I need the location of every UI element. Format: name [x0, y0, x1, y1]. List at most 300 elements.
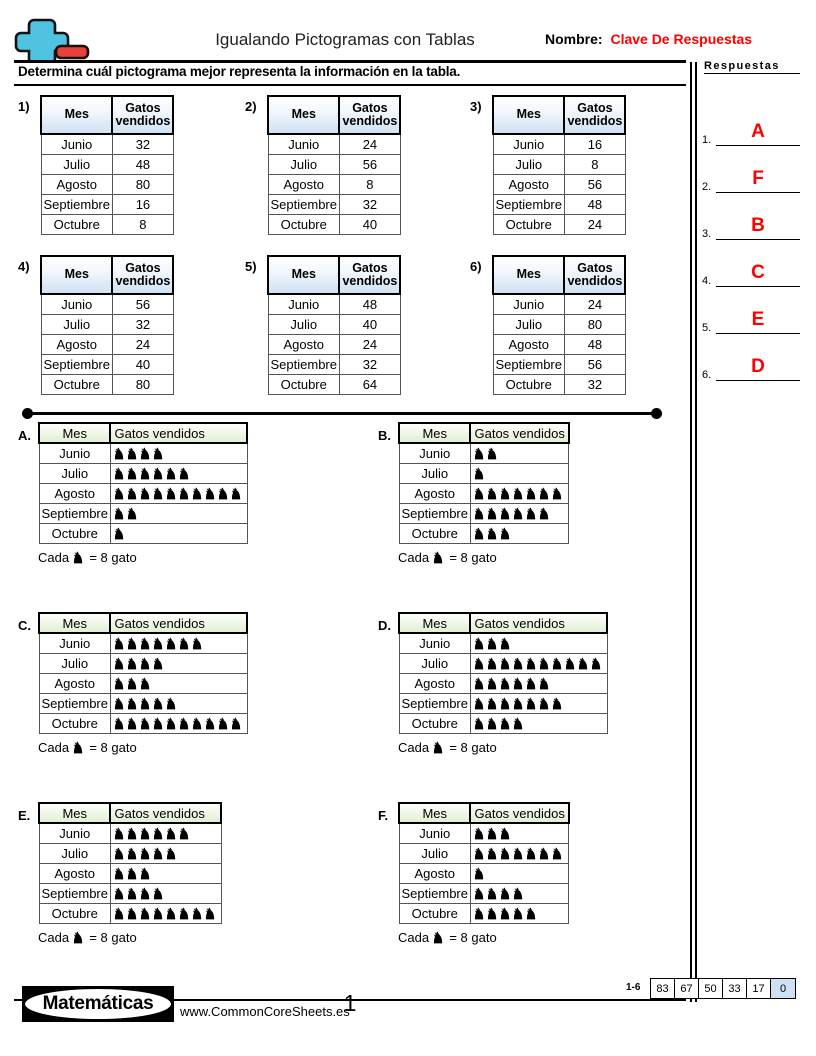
- cell-month: Agosto: [39, 673, 110, 693]
- cat-icon: [114, 447, 125, 460]
- cell-month: Junio: [268, 134, 339, 154]
- score-cell: 33: [723, 979, 747, 998]
- table-row: [493, 374, 625, 394]
- cell-icons: [470, 503, 568, 523]
- column-header-value: Gatos vendidos: [339, 96, 400, 134]
- data-table: [267, 255, 401, 395]
- cat-icon: [526, 907, 537, 920]
- score-cell: 17: [747, 979, 771, 998]
- column-header-month: Mes: [399, 423, 470, 443]
- column-header-month: Mes: [39, 803, 110, 823]
- cat-icon: [500, 847, 511, 860]
- table-row: [268, 174, 400, 194]
- cell-icons: [110, 633, 247, 653]
- cat-icon: [140, 827, 151, 840]
- cell-month: Septiembre: [39, 883, 110, 903]
- key-prefix: Cada: [38, 550, 70, 565]
- cat-icon: [114, 467, 125, 480]
- cat-icon: [153, 717, 164, 730]
- cell-value: 56: [112, 294, 173, 314]
- table-row: [268, 314, 400, 334]
- cat-icon: [526, 847, 537, 860]
- table-row: [41, 314, 173, 334]
- cell-icons: [110, 523, 247, 543]
- cat-icon: [140, 907, 151, 920]
- table-row: [41, 134, 173, 154]
- column-header-month: Mes: [493, 96, 564, 134]
- key-prefix: Cada: [398, 740, 430, 755]
- question-number: 1): [18, 99, 30, 114]
- table-row: [493, 134, 625, 154]
- cat-icon: [474, 657, 485, 670]
- answer-number: 6.: [702, 369, 712, 381]
- site-url: www.CommonCoreSheets.es: [180, 1004, 350, 1019]
- cell-icons: [110, 883, 221, 903]
- cell-icons: [110, 463, 247, 483]
- answer-number: 3.: [702, 228, 712, 240]
- cat-icon: [179, 717, 190, 730]
- cat-icon: [513, 657, 524, 670]
- cell-month: Agosto: [41, 334, 112, 354]
- cat-icon: [474, 467, 485, 480]
- cat-icon: [552, 657, 563, 670]
- cell-month: Agosto: [39, 863, 110, 883]
- question-number: 2): [245, 99, 257, 114]
- answer-value: E: [751, 309, 765, 330]
- cat-icon: [539, 847, 550, 860]
- cat-icon: [114, 827, 125, 840]
- name-field: [545, 31, 752, 47]
- key-suffix: = 8 gato: [449, 740, 497, 755]
- cell-month: Octubre: [41, 214, 112, 234]
- section-divider: [22, 408, 662, 420]
- cat-icon: [114, 657, 125, 670]
- table-row: [268, 194, 400, 214]
- cell-value: 32: [112, 314, 173, 334]
- cat-icon: [500, 827, 511, 840]
- table-row: [399, 903, 569, 923]
- cat-icon: [140, 637, 151, 650]
- cat-icon: [153, 657, 164, 670]
- cell-value: 48: [339, 294, 400, 314]
- pictogram-table: [38, 422, 248, 544]
- table-row: [41, 374, 173, 394]
- cell-month: Junio: [268, 294, 339, 314]
- cat-icon: [127, 847, 138, 860]
- question-number: 6): [470, 259, 482, 274]
- cell-icons: [110, 653, 247, 673]
- cat-icon: [140, 447, 151, 460]
- cat-icon: [127, 677, 138, 690]
- column-header-month: Mes: [493, 256, 564, 294]
- cat-icon: [513, 887, 524, 900]
- table-row: [399, 443, 569, 463]
- cat-icon: [474, 487, 485, 500]
- table-row: [268, 294, 400, 314]
- column-header-icons: Gatos vendidos: [110, 803, 221, 823]
- cat-icon: [153, 907, 164, 920]
- cat-icon: [526, 657, 537, 670]
- cat-icon: [474, 697, 485, 710]
- answer-row: [702, 339, 800, 381]
- cell-month: Junio: [39, 823, 110, 843]
- cat-icon: [192, 487, 203, 500]
- key-suffix: = 8 gato: [89, 550, 137, 565]
- column-header-icons: Gatos vendidos: [470, 423, 568, 443]
- cat-icon: [513, 847, 524, 860]
- table-row: [41, 354, 173, 374]
- instructions-divider: [14, 84, 686, 86]
- cat-icon: [166, 907, 177, 920]
- answer-number: 4.: [702, 275, 712, 287]
- cell-value: 32: [564, 374, 625, 394]
- cell-icons: [110, 863, 221, 883]
- cat-icon: [127, 717, 138, 730]
- answers-panel-rule-left: [690, 62, 692, 1002]
- table-row: [268, 334, 400, 354]
- instructions-text: Determina cuál pictograma mejor representa la información en la tabla.: [18, 64, 461, 79]
- cat-icon: [140, 697, 151, 710]
- table-row: [41, 174, 173, 194]
- cat-icon: [500, 717, 511, 730]
- cell-icons: [470, 653, 607, 673]
- cat-icon: [500, 527, 511, 540]
- cell-month: Octubre: [399, 903, 470, 923]
- column-header-month: Mes: [268, 256, 339, 294]
- cell-value: 80: [112, 374, 173, 394]
- subject-label: Matemáticas: [25, 989, 171, 1019]
- answer-blank-line: [716, 192, 800, 193]
- table-row: [39, 883, 221, 903]
- cell-value: 56: [339, 154, 400, 174]
- cell-month: Agosto: [399, 673, 470, 693]
- table-row: [41, 154, 173, 174]
- key-suffix: = 8 gato: [449, 930, 497, 945]
- cell-icons: [470, 903, 568, 923]
- cell-month: Agosto: [399, 863, 470, 883]
- table-row: [39, 503, 247, 523]
- cell-month: Septiembre: [41, 194, 112, 214]
- key-prefix: Cada: [38, 740, 70, 755]
- header-divider: [14, 60, 686, 63]
- table-row: [39, 483, 247, 503]
- cat-icon: [487, 827, 498, 840]
- cat-icon: [166, 827, 177, 840]
- cell-month: Junio: [493, 134, 564, 154]
- cat-icon: [166, 467, 177, 480]
- cat-icon: [513, 487, 524, 500]
- page-footer: [0, 982, 816, 1052]
- table-row: [41, 194, 173, 214]
- table-row: [268, 154, 400, 174]
- cat-icon: [127, 447, 138, 460]
- table-row: [41, 214, 173, 234]
- cell-month: Junio: [41, 134, 112, 154]
- cat-icon: [153, 697, 164, 710]
- table-row: [399, 653, 607, 673]
- cat-icon: [539, 507, 550, 520]
- cat-icon: [153, 447, 164, 460]
- cell-month: Julio: [41, 314, 112, 334]
- cat-icon: [487, 697, 498, 710]
- cat-icon: [140, 657, 151, 670]
- cell-value: 64: [339, 374, 400, 394]
- cell-month: Septiembre: [39, 693, 110, 713]
- pictogram-table: [398, 612, 608, 734]
- answer-blank-line: [716, 380, 800, 381]
- cell-value: 32: [339, 354, 400, 374]
- table-row: [268, 354, 400, 374]
- cat-icon: [153, 887, 164, 900]
- cat-icon: [500, 507, 511, 520]
- cat-icon: [539, 677, 550, 690]
- cell-month: Julio: [493, 154, 564, 174]
- answer-number: 5.: [702, 322, 712, 334]
- cell-month: Octubre: [41, 374, 112, 394]
- cell-month: Julio: [493, 314, 564, 334]
- cat-icon: [179, 907, 190, 920]
- cat-icon: [114, 907, 125, 920]
- answer-value: F: [752, 168, 764, 189]
- column-header-month: Mes: [399, 803, 470, 823]
- cat-icon: [433, 931, 444, 944]
- cat-icon: [500, 487, 511, 500]
- table-row: [268, 134, 400, 154]
- cell-value: 8: [564, 154, 625, 174]
- pictogram-table: [38, 612, 248, 734]
- cat-icon: [474, 527, 485, 540]
- cell-icons: [110, 903, 221, 923]
- cat-icon: [140, 487, 151, 500]
- pictogram-letter: E.: [18, 808, 31, 823]
- cat-icon: [140, 887, 151, 900]
- answer-row: [702, 245, 800, 287]
- cell-value: 80: [112, 174, 173, 194]
- table-row: [399, 883, 569, 903]
- cell-icons: [110, 443, 247, 463]
- column-header-value: Gatos vendidos: [339, 256, 400, 294]
- pictogram-letter: C.: [18, 618, 31, 633]
- cat-icon: [487, 527, 498, 540]
- answers-panel-rule-right: [695, 62, 697, 1002]
- pictogram-key: [38, 740, 137, 755]
- divider-line: [30, 412, 654, 415]
- cell-value: 48: [564, 194, 625, 214]
- table-row: [39, 843, 221, 863]
- cat-icon: [500, 637, 511, 650]
- cat-icon: [205, 717, 216, 730]
- data-table: [40, 255, 174, 395]
- pictogram-letter: D.: [378, 618, 391, 633]
- page-title: Igualando Pictogramas con Tablas: [215, 30, 475, 49]
- table-row: [399, 823, 569, 843]
- cat-icon: [487, 637, 498, 650]
- cat-icon: [127, 697, 138, 710]
- cell-month: Octubre: [493, 374, 564, 394]
- cat-icon: [487, 717, 498, 730]
- cell-month: Julio: [268, 314, 339, 334]
- key-suffix: = 8 gato: [89, 930, 137, 945]
- cat-icon: [166, 637, 177, 650]
- name-label: Nombre:: [545, 31, 603, 47]
- cat-icon: [127, 867, 138, 880]
- cat-icon: [474, 907, 485, 920]
- cell-icons: [110, 503, 247, 523]
- cell-icons: [470, 713, 607, 733]
- key-prefix: Cada: [398, 550, 430, 565]
- answer-blank-line: [716, 333, 800, 334]
- cell-value: 40: [112, 354, 173, 374]
- cell-month: Octubre: [268, 214, 339, 234]
- table-row: [39, 823, 221, 843]
- cell-icons: [470, 823, 568, 843]
- cat-icon: [114, 637, 125, 650]
- cell-value: 24: [112, 334, 173, 354]
- cell-month: Septiembre: [399, 883, 470, 903]
- column-header-value: Gatos vendidos: [112, 256, 173, 294]
- column-header-value: Gatos vendidos: [112, 96, 173, 134]
- cat-icon: [474, 677, 485, 690]
- cell-month: Septiembre: [268, 354, 339, 374]
- cat-icon: [474, 867, 485, 880]
- table-row: [399, 693, 607, 713]
- score-cell: 0: [771, 979, 795, 998]
- cell-value: 32: [112, 134, 173, 154]
- table-row: [399, 713, 607, 733]
- table-row: [41, 294, 173, 314]
- table-row: [399, 503, 569, 523]
- pictogram-key: [38, 550, 137, 565]
- cell-value: 16: [564, 134, 625, 154]
- answer-row: [702, 151, 800, 193]
- pictogram-key: [398, 740, 497, 755]
- table-row: [493, 174, 625, 194]
- table-row: [493, 294, 625, 314]
- cat-icon: [552, 847, 563, 860]
- cat-icon: [487, 487, 498, 500]
- cat-icon: [205, 487, 216, 500]
- divider-dot-right: [651, 408, 662, 419]
- column-header-month: Mes: [41, 96, 112, 134]
- cat-icon: [114, 847, 125, 860]
- cat-icon: [500, 887, 511, 900]
- cell-value: 48: [112, 154, 173, 174]
- cat-icon: [487, 447, 498, 460]
- answer-number: 2.: [702, 181, 712, 193]
- cat-icon: [487, 677, 498, 690]
- cat-icon: [73, 551, 84, 564]
- cat-icon: [231, 487, 242, 500]
- cell-month: Junio: [493, 294, 564, 314]
- cat-icon: [73, 741, 84, 754]
- table-row: [39, 693, 247, 713]
- column-header-icons: Gatos vendidos: [470, 803, 568, 823]
- table-row: [493, 214, 625, 234]
- cell-month: Agosto: [493, 334, 564, 354]
- answer-blank-line: [716, 145, 800, 146]
- table-row: [399, 843, 569, 863]
- cell-month: Octubre: [39, 523, 110, 543]
- table-row: [493, 334, 625, 354]
- cat-icon: [192, 907, 203, 920]
- cat-icon: [127, 637, 138, 650]
- cell-icons: [110, 713, 247, 733]
- cell-month: Agosto: [39, 483, 110, 503]
- answers-panel: [690, 62, 802, 1002]
- table-row: [399, 673, 607, 693]
- cell-icons: [110, 673, 247, 693]
- cat-icon: [114, 867, 125, 880]
- cell-icons: [470, 673, 607, 693]
- table-row: [493, 354, 625, 374]
- data-table: [492, 95, 626, 235]
- answer-blank-line: [716, 239, 800, 240]
- cat-icon: [474, 507, 485, 520]
- cell-month: Septiembre: [399, 503, 470, 523]
- cell-month: Julio: [39, 463, 110, 483]
- cell-icons: [470, 523, 568, 543]
- pictogram-table: [398, 802, 570, 924]
- page-number: 1: [343, 990, 357, 1016]
- cat-icon: [140, 677, 151, 690]
- cell-icons: [470, 463, 568, 483]
- cat-icon: [591, 657, 602, 670]
- cell-month: Julio: [268, 154, 339, 174]
- cat-icon: [166, 847, 177, 860]
- cell-month: Octubre: [399, 713, 470, 733]
- cat-icon: [153, 467, 164, 480]
- page-header: [0, 0, 816, 79]
- table-row: [39, 653, 247, 673]
- answer-blank-line: [716, 286, 800, 287]
- cell-month: Agosto: [493, 174, 564, 194]
- cell-icons: [470, 443, 568, 463]
- cat-icon: [526, 697, 537, 710]
- column-header-icons: Gatos vendidos: [470, 613, 607, 633]
- answer-number: 1.: [702, 134, 712, 146]
- answer-row: [702, 198, 800, 240]
- table-row: [41, 334, 173, 354]
- data-table: [40, 95, 174, 235]
- cell-month: Octubre: [493, 214, 564, 234]
- cat-icon: [127, 827, 138, 840]
- cell-month: Septiembre: [41, 354, 112, 374]
- question-number: 5): [245, 259, 257, 274]
- pictogram-key: [398, 550, 497, 565]
- cell-month: Junio: [41, 294, 112, 314]
- cat-icon: [539, 657, 550, 670]
- cat-icon: [179, 827, 190, 840]
- cat-icon: [153, 827, 164, 840]
- plus-minus-logo-icon: [14, 18, 90, 62]
- cat-icon: [127, 487, 138, 500]
- pictogram-table: [398, 422, 570, 544]
- cell-month: Octubre: [39, 903, 110, 923]
- cell-value: 48: [564, 334, 625, 354]
- answer-value: B: [751, 215, 765, 236]
- cell-value: 56: [564, 354, 625, 374]
- table-row: [399, 633, 607, 653]
- cell-icons: [470, 883, 568, 903]
- cell-month: Junio: [39, 633, 110, 653]
- cat-icon: [539, 487, 550, 500]
- cat-icon: [127, 657, 138, 670]
- column-header-month: Mes: [39, 423, 110, 443]
- cell-month: Septiembre: [493, 194, 564, 214]
- table-row: [493, 194, 625, 214]
- cell-month: Junio: [399, 633, 470, 653]
- cat-icon: [474, 847, 485, 860]
